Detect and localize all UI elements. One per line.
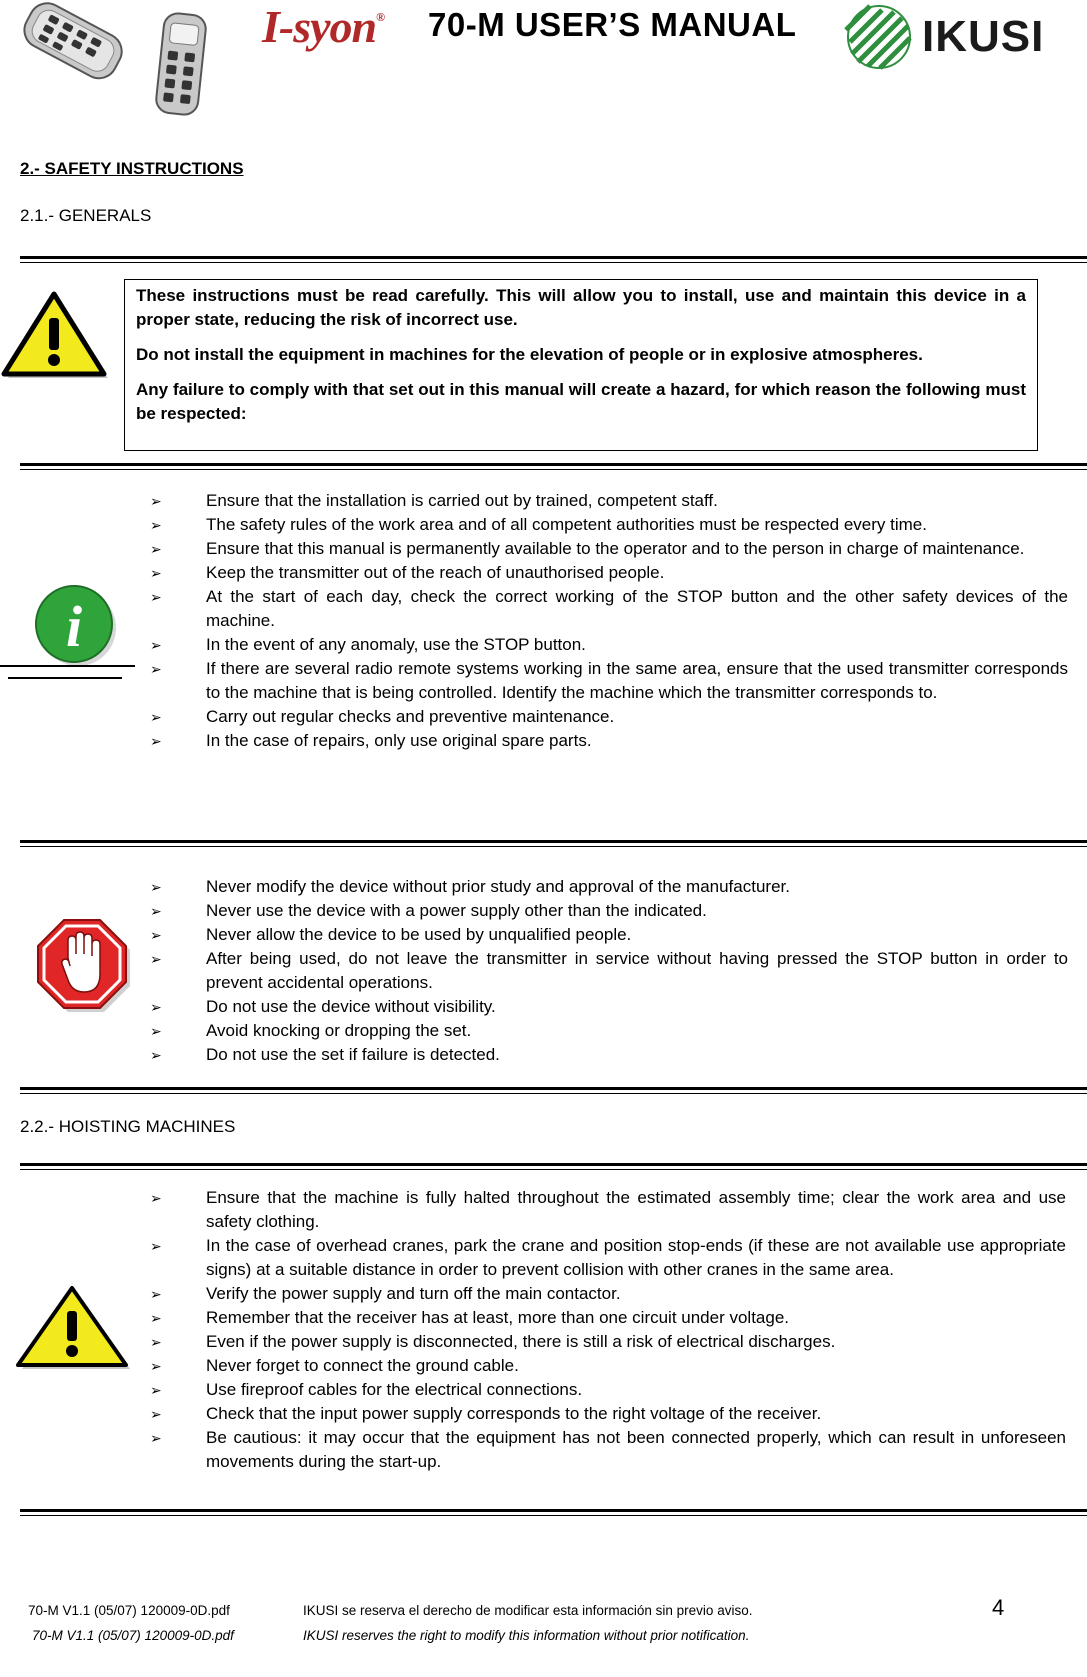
stop-list xyxy=(150,875,1068,1067)
notice-paragraph: Do not install the equipment in machines for the elevation of people or in explosive atmospheres. xyxy=(136,345,923,364)
list-item xyxy=(150,1378,1066,1402)
bullet-arrow-icon: ➢ xyxy=(150,661,162,677)
list-item xyxy=(150,899,1068,923)
list-item-text: After being used, do not leave the transmitter in service without having pressed the STOP button in order to prevent accidental operations. xyxy=(206,949,1068,992)
list-item-text: Use fireproof cables for the electrical connections. xyxy=(206,1380,583,1399)
list-item-text: Even if the power supply is disconnected, there is still a risk of electrical discharges. xyxy=(206,1332,836,1351)
list-item xyxy=(150,1019,1068,1043)
brand-logo xyxy=(262,0,384,53)
list-item xyxy=(150,513,1068,537)
hoisting-list xyxy=(150,1186,1066,1474)
warning-triangle-icon xyxy=(16,1285,134,1373)
bullet-arrow-icon: ➢ xyxy=(150,927,162,943)
list-item xyxy=(150,729,1068,753)
list-item-text: Verify the power supply and turn off the main contactor. xyxy=(206,1284,621,1303)
bullet-arrow-icon: ➢ xyxy=(150,709,162,725)
list-item-text: Carry out regular checks and preventive maintenance. xyxy=(206,707,615,726)
notice-paragraph: Any failure to comply with that set out in this manual will create a hazard, for which reason the following must be respected: xyxy=(136,380,1026,423)
bullet-arrow-icon: ➢ xyxy=(150,517,162,533)
company-name: IKUSI xyxy=(922,12,1045,61)
footer-disclaimer-es: IKUSI se reserva el derecho de modificar esta información sin previo aviso. xyxy=(303,1603,753,1618)
bullet-arrow-icon: ➢ xyxy=(150,1430,162,1446)
list-item xyxy=(150,705,1068,729)
list-item xyxy=(150,657,1068,705)
list-item-text: Do not use the set if failure is detected. xyxy=(206,1045,500,1064)
list-item-text: Never allow the device to be used by unqualified people. xyxy=(206,925,632,944)
list-item-text: If there are several radio remote systems working in the same area, ensure that the used transmitter corresponds to the machine that is being controlled. Identify the machine which the transmitter corresponds to. xyxy=(206,659,1068,702)
list-item-text: Avoid knocking or dropping the set. xyxy=(206,1021,472,1040)
list-item-text: Keep the transmitter out of the reach of unauthorised people. xyxy=(206,563,665,582)
list-item xyxy=(150,489,1068,513)
bullet-arrow-icon: ➢ xyxy=(150,879,162,895)
list-item xyxy=(150,1426,1066,1474)
list-item xyxy=(150,1234,1066,1282)
bullet-arrow-icon: ➢ xyxy=(150,1023,162,1039)
bullet-arrow-icon: ➢ xyxy=(150,1406,162,1422)
manual-title: 70-M USER’S MANUAL xyxy=(428,6,797,43)
list-item xyxy=(150,1043,1068,1067)
list-item-text: The safety rules of the work area and of all competent authorities must be respected every time. xyxy=(206,515,927,534)
list-item xyxy=(150,947,1068,995)
bullet-arrow-icon: ➢ xyxy=(150,1190,162,1206)
list-item-text: Never modify the device without prior study and approval of the manufacturer. xyxy=(206,877,790,896)
list-item-text: Remember that the receiver has at least, more than one circuit under voltage. xyxy=(206,1308,790,1327)
list-item xyxy=(150,1186,1066,1234)
footer-doc-ref: 70-M V1.1 (05/07) 120009-0D.pdf xyxy=(32,1628,234,1643)
list-item-text: Be cautious: it may occur that the equipment has not been connected properly, which can result in unforeseen movements during the start-up. xyxy=(206,1428,1066,1471)
bullet-arrow-icon: ➢ xyxy=(150,1286,162,1302)
double-rule xyxy=(20,1509,1087,1512)
bullet-arrow-icon: ➢ xyxy=(150,999,162,1015)
bullet-arrow-icon: ➢ xyxy=(150,589,162,605)
list-item xyxy=(150,633,1068,657)
double-rule xyxy=(20,840,1087,843)
bullet-arrow-icon: ➢ xyxy=(150,1334,162,1350)
bullet-arrow-icon: ➢ xyxy=(150,951,162,967)
double-rule xyxy=(20,1087,1087,1090)
bullet-arrow-icon: ➢ xyxy=(150,903,162,919)
info-list xyxy=(150,489,1068,753)
warning-triangle-icon xyxy=(0,290,112,382)
list-item xyxy=(150,1402,1066,1426)
footer-line-es xyxy=(28,1603,753,1618)
bullet-arrow-icon: ➢ xyxy=(150,541,162,557)
list-item xyxy=(150,585,1068,633)
ikusi-logo-icon xyxy=(842,2,916,72)
list-item xyxy=(150,537,1068,561)
list-item-text: Ensure that this manual is permanently available to the operator and to the person in charge of maintenance. xyxy=(206,539,1025,558)
hoisting-title: 2.2.- HOISTING MACHINES xyxy=(20,1117,236,1136)
remote-control-icon xyxy=(4,2,134,82)
footer-line-en xyxy=(32,1628,750,1643)
double-rule xyxy=(20,463,1087,466)
page-number: 4 xyxy=(992,1595,1005,1620)
bullet-arrow-icon: ➢ xyxy=(150,1382,162,1398)
list-item-text: Ensure that the installation is carried out by trained, competent staff. xyxy=(206,491,718,510)
bullet-arrow-icon: ➢ xyxy=(150,565,162,581)
list-item-text: In the event of any anomaly, use the STOP button. xyxy=(206,635,586,654)
list-item xyxy=(150,561,1068,585)
list-item xyxy=(150,923,1068,947)
list-item xyxy=(150,1306,1066,1330)
list-item-text: At the start of each day, check the correct working of the STOP button and the other safety devices of the machine. xyxy=(206,587,1068,630)
bullet-arrow-icon: ➢ xyxy=(150,637,162,653)
footer-disclaimer-en: IKUSI reserves the right to modify this information without prior notification. xyxy=(303,1628,750,1643)
list-item xyxy=(150,1282,1066,1306)
double-rule xyxy=(20,256,1087,259)
list-item-text: Check that the input power supply corresponds to the right voltage of the receiver. xyxy=(206,1404,822,1423)
list-item xyxy=(150,995,1068,1019)
bullet-arrow-icon: ➢ xyxy=(150,1238,162,1254)
list-item-text: Never forget to connect the ground cable. xyxy=(206,1356,519,1375)
list-item-text: Never use the device with a power supply other than the indicated. xyxy=(206,901,707,920)
list-item xyxy=(150,1354,1066,1378)
footer-doc-ref: 70-M V1.1 (05/07) 120009-0D.pdf xyxy=(28,1603,230,1618)
brand-registered-mark: ® xyxy=(376,10,385,24)
bullet-arrow-icon: ➢ xyxy=(150,1310,162,1326)
svg-text:i: i xyxy=(65,594,83,659)
stop-hand-icon xyxy=(34,918,134,1016)
notice-paragraph: These instructions must be read carefully. This will allow you to install, use and maintain this device in a proper state, reducing the risk of incorrect use. xyxy=(136,286,1026,329)
list-item xyxy=(150,875,1068,899)
brand-name: I-syon xyxy=(262,1,377,52)
list-item-text: Ensure that the machine is fully halted throughout the estimated assembly time; clear the work area and use safety clothing. xyxy=(206,1188,1066,1231)
list-item-text: In the case of overhead cranes, park the crane and position stop-ends (if these are not available use appropriate signs) at a suitable distance in order to prevent collision with other cranes in the same area. xyxy=(206,1236,1066,1279)
double-rule xyxy=(20,1163,1087,1166)
section-title: 2.- SAFETY INSTRUCTIONS xyxy=(20,159,244,178)
list-item xyxy=(150,1330,1066,1354)
list-item-text: Do not use the device without visibility. xyxy=(206,997,496,1016)
generals-title: 2.1.- GENERALS xyxy=(20,206,152,225)
bullet-arrow-icon: ➢ xyxy=(150,1047,162,1063)
list-item-text: In the case of repairs, only use original spare parts. xyxy=(206,731,592,750)
bullet-arrow-icon: ➢ xyxy=(150,733,162,749)
pendant-remote-icon xyxy=(152,10,210,118)
bullet-arrow-icon: ➢ xyxy=(150,1358,162,1374)
safety-notice-box xyxy=(124,279,1038,451)
bullet-arrow-icon: ➢ xyxy=(150,493,162,509)
info-icon xyxy=(0,580,135,690)
